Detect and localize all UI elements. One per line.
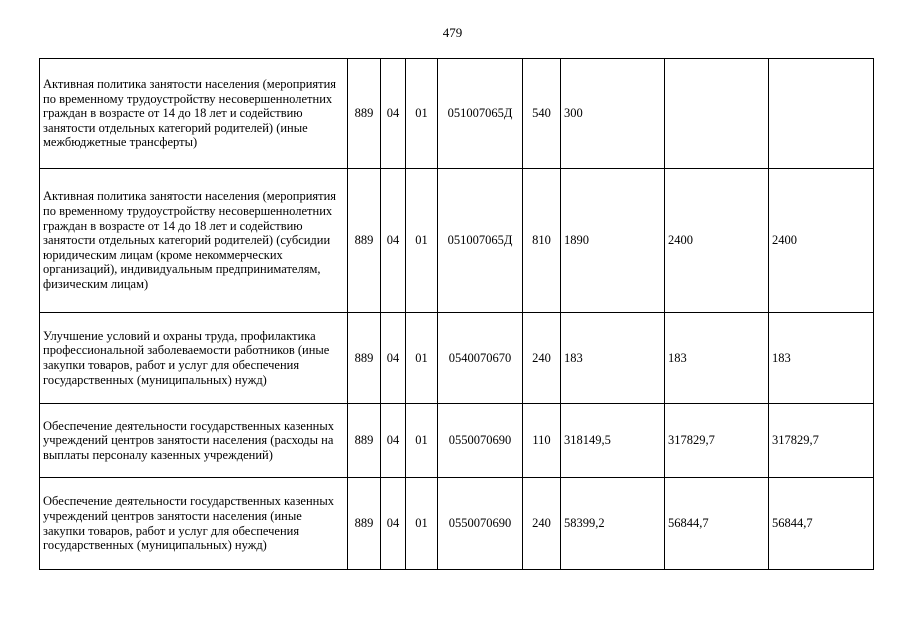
- budget-table: [39, 58, 874, 570]
- target-article-code: 0550070690: [438, 478, 523, 570]
- table-row: [40, 169, 874, 313]
- row-description: Активная политика занятости населения (мероприятия по временному трудоустройству несовершеннолетних граждан в возрасте от 14 до 18 лет и содействию занятости отдельных категорий родителей) (субсидии юридическим лицам (кроме некоммерческих организаций), индивидуальным предпринимателям, физическим лицам): [40, 169, 348, 313]
- row-description: Обеспечение деятельности государственных казенных учреждений центров занятости населения (расходы на выплаты персоналу казенных учреждений): [40, 404, 348, 478]
- subsection-code: 01: [406, 59, 438, 169]
- table-row: [40, 313, 874, 404]
- amount-year-3: 2400: [769, 169, 874, 313]
- table-row: [40, 404, 874, 478]
- row-description: Улучшение условий и охраны труда, профилактика профессиональной заболеваемости работников (иные закупки товаров, работ и услуг для обеспечения государственных (муниципальных) нужд): [40, 313, 348, 404]
- expense-type-code: 110: [523, 404, 561, 478]
- subsection-code: 01: [406, 169, 438, 313]
- amount-year-2: 317829,7: [665, 404, 769, 478]
- target-article-code: 051007065Д: [438, 59, 523, 169]
- table-row: [40, 478, 874, 570]
- amount-year-3: 56844,7: [769, 478, 874, 570]
- row-description: Обеспечение деятельности государственных казенных учреждений центров занятости населения (иные закупки товаров, работ и услуг для обеспечения государственных (муниципальных) нужд): [40, 478, 348, 570]
- amount-year-1: 1890: [561, 169, 665, 313]
- amount-year-3: 317829,7: [769, 404, 874, 478]
- amount-year-2: 2400: [665, 169, 769, 313]
- amount-year-1: 183: [561, 313, 665, 404]
- amount-year-2: [665, 59, 769, 169]
- amount-year-2: 56844,7: [665, 478, 769, 570]
- ministry-code: 889: [348, 169, 381, 313]
- expense-type-code: 240: [523, 478, 561, 570]
- section-code: 04: [381, 169, 406, 313]
- expense-type-code: 540: [523, 59, 561, 169]
- subsection-code: 01: [406, 404, 438, 478]
- amount-year-3: [769, 59, 874, 169]
- amount-year-1: 300: [561, 59, 665, 169]
- section-code: 04: [381, 59, 406, 169]
- section-code: 04: [381, 404, 406, 478]
- ministry-code: 889: [348, 404, 381, 478]
- expense-type-code: 810: [523, 169, 561, 313]
- page-number: 479: [442, 25, 463, 40]
- target-article-code: 0540070670: [438, 313, 523, 404]
- amount-year-2: 183: [665, 313, 769, 404]
- ministry-code: 889: [348, 478, 381, 570]
- ministry-code: 889: [348, 313, 381, 404]
- subsection-code: 01: [406, 478, 438, 570]
- expense-type-code: 240: [523, 313, 561, 404]
- ministry-code: 889: [348, 59, 381, 169]
- subsection-code: 01: [406, 313, 438, 404]
- amount-year-1: 318149,5: [561, 404, 665, 478]
- row-description: Активная политика занятости населения (мероприятия по временному трудоустройству несовершеннолетних граждан в возрасте от 14 до 18 лет и содействию занятости отдельных категорий родителей) (иные межбюджетные трансферты): [40, 59, 348, 169]
- section-code: 04: [381, 478, 406, 570]
- amount-year-3: 183: [769, 313, 874, 404]
- target-article-code: 051007065Д: [438, 169, 523, 313]
- target-article-code: 0550070690: [438, 404, 523, 478]
- section-code: 04: [381, 313, 406, 404]
- table-row: [40, 59, 874, 169]
- amount-year-1: 58399,2: [561, 478, 665, 570]
